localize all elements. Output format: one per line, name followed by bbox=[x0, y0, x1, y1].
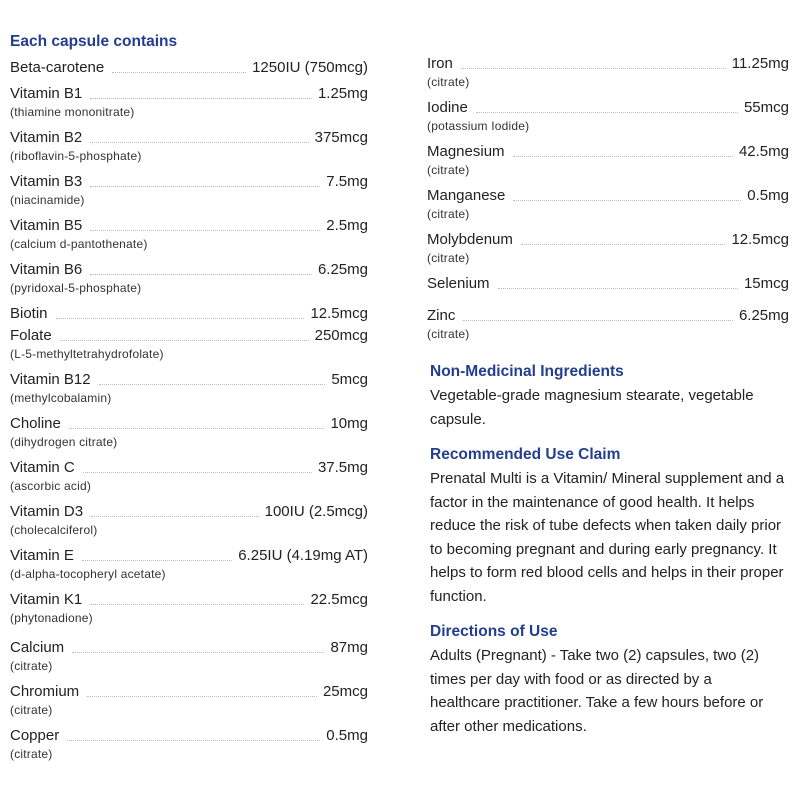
ingredient-name: Manganese bbox=[427, 187, 506, 204]
right-ingredient-list bbox=[427, 54, 789, 342]
ingredient-item bbox=[10, 458, 368, 494]
ingredient-item bbox=[10, 638, 368, 674]
ingredient-name: Vitamin B3 bbox=[10, 173, 83, 190]
ingredient-item bbox=[10, 304, 368, 324]
ingredient-source: (cholecalciferol) bbox=[10, 523, 98, 537]
ingredient-amount: 22.5mcg bbox=[310, 591, 368, 608]
ingredient-source: (citrate) bbox=[10, 747, 53, 761]
dot-leader bbox=[82, 560, 232, 561]
ingredient-row bbox=[10, 84, 368, 104]
dot-leader bbox=[91, 516, 259, 517]
ingredients-left-column bbox=[10, 32, 368, 762]
ingredient-row bbox=[427, 142, 789, 162]
ingredient-amount: 25mcg bbox=[322, 683, 368, 700]
ingredient-name: Choline bbox=[10, 415, 61, 432]
ingredient-amount: 5mcg bbox=[331, 371, 368, 388]
ingredient-name: Beta-carotene bbox=[10, 59, 105, 76]
dot-leader bbox=[90, 186, 320, 187]
ingredient-source: (citrate) bbox=[427, 251, 470, 265]
ingredient-row bbox=[10, 58, 368, 78]
ingredient-item bbox=[10, 726, 368, 762]
ingredient-amount: 15mcg bbox=[743, 275, 789, 292]
ingredient-amount: 12.5mcg bbox=[731, 231, 789, 248]
ingredients-right-column bbox=[427, 54, 789, 738]
dot-leader bbox=[90, 604, 304, 605]
ingredient-row bbox=[10, 128, 368, 148]
ingredient-amount: 12.5mcg bbox=[310, 305, 368, 322]
ingredient-source: (dihydrogen citrate) bbox=[10, 435, 118, 449]
ingredient-source: (citrate) bbox=[427, 75, 470, 89]
ingredient-name: Vitamin B1 bbox=[10, 85, 83, 102]
ingredient-name: Vitamin K1 bbox=[10, 591, 83, 608]
dot-leader bbox=[463, 320, 733, 321]
ingredient-source: (niacinamide) bbox=[10, 193, 85, 207]
ingredient-name: Vitamin E bbox=[10, 547, 74, 564]
ingredient-row bbox=[427, 274, 789, 294]
ingredient-row bbox=[10, 682, 368, 702]
dot-leader bbox=[521, 244, 726, 245]
ingredient-name: Biotin bbox=[10, 305, 48, 322]
ingredient-source: (potassium Iodide) bbox=[427, 119, 530, 133]
non-medicinal-section bbox=[427, 362, 789, 431]
dot-leader bbox=[513, 156, 733, 157]
ingredient-row bbox=[427, 306, 789, 326]
ingredient-item bbox=[10, 260, 368, 296]
ingredient-name: Vitamin B2 bbox=[10, 129, 83, 146]
ingredient-source: (riboflavin-5-phosphate) bbox=[10, 149, 142, 163]
ingredient-row bbox=[10, 502, 368, 522]
dot-leader bbox=[83, 472, 312, 473]
ingredient-row bbox=[427, 54, 789, 74]
directions-section bbox=[427, 622, 789, 738]
ingredient-row bbox=[427, 186, 789, 206]
ingredient-amount: 7.5mg bbox=[326, 173, 368, 190]
dot-leader bbox=[498, 288, 738, 289]
ingredient-item bbox=[10, 326, 368, 362]
ingredient-name: Selenium bbox=[427, 275, 490, 292]
ingredient-amount: 100IU (2.5mcg) bbox=[264, 503, 368, 520]
ingredient-name: Zinc bbox=[427, 307, 456, 324]
left-ingredient-list bbox=[10, 58, 368, 762]
ingredient-row bbox=[10, 326, 368, 346]
ingredient-item bbox=[427, 98, 789, 134]
ingredient-row bbox=[10, 590, 368, 610]
ingredient-name: Vitamin B6 bbox=[10, 261, 83, 278]
ingredient-name: Calcium bbox=[10, 639, 65, 656]
ingredient-source: (citrate) bbox=[427, 207, 470, 221]
ingredient-source: (thiamine mononitrate) bbox=[10, 105, 135, 119]
ingredient-row bbox=[10, 304, 368, 324]
ingredient-item bbox=[427, 274, 789, 294]
ingredient-source: (phytonadione) bbox=[10, 611, 93, 625]
directions-heading: Directions of Use bbox=[430, 623, 558, 640]
ingredient-item bbox=[10, 370, 368, 406]
ingredient-amount: 0.5mg bbox=[326, 727, 368, 744]
ingredient-row bbox=[10, 414, 368, 434]
ingredient-amount: 6.25mg bbox=[738, 307, 789, 324]
ingredient-name: Copper bbox=[10, 727, 60, 744]
ingredient-item bbox=[10, 172, 368, 208]
dot-leader bbox=[90, 230, 320, 231]
ingredient-row bbox=[10, 172, 368, 192]
ingredient-item bbox=[10, 58, 368, 78]
ingredient-item bbox=[10, 546, 368, 582]
ingredient-name: Vitamin D3 bbox=[10, 503, 84, 520]
ingredient-item bbox=[10, 590, 368, 626]
ingredient-amount: 55mcg bbox=[743, 99, 789, 116]
ingredient-amount: 87mg bbox=[330, 639, 368, 656]
ingredient-name: Molybdenum bbox=[427, 231, 513, 248]
ingredient-source: (d-alpha-tocopheryl acetate) bbox=[10, 567, 166, 581]
dot-leader bbox=[60, 340, 309, 341]
ingredient-source: (citrate) bbox=[427, 163, 470, 177]
dot-leader bbox=[90, 98, 312, 99]
ingredient-amount: 250mcg bbox=[314, 327, 368, 344]
ingredient-name: Iodine bbox=[427, 99, 468, 116]
ingredient-name: Folate bbox=[10, 327, 52, 344]
ingredient-item bbox=[427, 306, 789, 342]
ingredient-source: (citrate) bbox=[10, 659, 53, 673]
use-claim-heading: Recommended Use Claim bbox=[430, 446, 621, 463]
ingredient-item bbox=[427, 230, 789, 266]
ingredient-row bbox=[10, 370, 368, 390]
ingredient-name: Vitamin B5 bbox=[10, 217, 83, 234]
ingredient-name: Vitamin C bbox=[10, 459, 75, 476]
ingredient-amount: 2.5mg bbox=[326, 217, 368, 234]
ingredient-amount: 0.5mg bbox=[747, 187, 789, 204]
dot-leader bbox=[87, 696, 317, 697]
ingredient-source: (citrate) bbox=[427, 327, 470, 341]
ingredient-row bbox=[10, 546, 368, 566]
dot-leader bbox=[112, 72, 246, 73]
dot-leader bbox=[476, 112, 738, 113]
ingredient-amount: 37.5mg bbox=[317, 459, 368, 476]
non-medicinal-heading: Non-Medicinal Ingredients bbox=[430, 363, 624, 380]
ingredient-name: Magnesium bbox=[427, 143, 505, 160]
ingredient-item bbox=[10, 216, 368, 252]
ingredient-name: Vitamin B12 bbox=[10, 371, 91, 388]
dot-leader bbox=[72, 652, 324, 653]
ingredient-amount: 1.25mg bbox=[317, 85, 368, 102]
directions-text: Adults (Pregnant) - Take two (2) capsules, two (2) times per day with food or as directed by a healthcare practitioner. Take a few hours before or after other medications. bbox=[430, 647, 764, 735]
ingredient-item bbox=[10, 84, 368, 120]
dot-leader bbox=[99, 384, 326, 385]
ingredient-row bbox=[10, 726, 368, 746]
ingredient-row bbox=[10, 458, 368, 478]
ingredient-item bbox=[10, 502, 368, 538]
dot-leader bbox=[513, 200, 741, 201]
ingredient-name: Chromium bbox=[10, 683, 80, 700]
ingredient-source: (ascorbic acid) bbox=[10, 479, 92, 493]
ingredient-item bbox=[10, 128, 368, 164]
ingredient-amount: 1250IU (750mcg) bbox=[252, 59, 368, 76]
dot-leader bbox=[90, 274, 312, 275]
ingredient-name: Iron bbox=[427, 55, 453, 72]
ingredient-item bbox=[10, 414, 368, 450]
dot-leader bbox=[90, 142, 308, 143]
ingredient-amount: 11.25mg bbox=[731, 55, 789, 72]
ingredient-source: (L-5-methyltetrahydrofolate) bbox=[10, 347, 164, 361]
ingredient-source: (methylcobalamin) bbox=[10, 391, 112, 405]
ingredient-source: (citrate) bbox=[10, 703, 53, 717]
ingredient-row bbox=[427, 98, 789, 118]
ingredient-row bbox=[10, 216, 368, 236]
ingredient-source: (pyridoxal-5-phosphate) bbox=[10, 281, 142, 295]
dot-leader bbox=[69, 428, 325, 429]
ingredient-amount: 375mcg bbox=[314, 129, 368, 146]
ingredient-amount: 6.25IU (4.19mg AT) bbox=[238, 547, 368, 564]
non-medicinal-text: Vegetable-grade magnesium stearate, vegetable capsule. bbox=[430, 387, 754, 428]
ingredient-amount: 42.5mg bbox=[738, 143, 789, 160]
use-claim-text: Prenatal Multi is a Vitamin/ Mineral supplement and a factor in the maintenance of good health. It helps reduce the risk of tube defects when taken daily prior to becoming pregnant and during early pregnancy. It helps to form red blood cells and helps in their proper function. bbox=[430, 470, 785, 605]
each-capsule-heading: Each capsule contains bbox=[10, 33, 178, 50]
dot-leader bbox=[461, 68, 726, 69]
ingredient-item bbox=[427, 186, 789, 222]
ingredient-row bbox=[10, 260, 368, 280]
ingredient-source: (calcium d-pantothenate) bbox=[10, 237, 148, 251]
ingredient-amount: 10mg bbox=[330, 415, 368, 432]
ingredient-item bbox=[427, 54, 789, 90]
ingredient-amount: 6.25mg bbox=[317, 261, 368, 278]
dot-leader bbox=[56, 318, 305, 319]
ingredient-item bbox=[10, 682, 368, 718]
ingredient-row bbox=[10, 638, 368, 658]
dot-leader bbox=[67, 740, 320, 741]
ingredient-item bbox=[427, 142, 789, 178]
use-claim-section bbox=[427, 445, 789, 608]
ingredient-row bbox=[427, 230, 789, 250]
